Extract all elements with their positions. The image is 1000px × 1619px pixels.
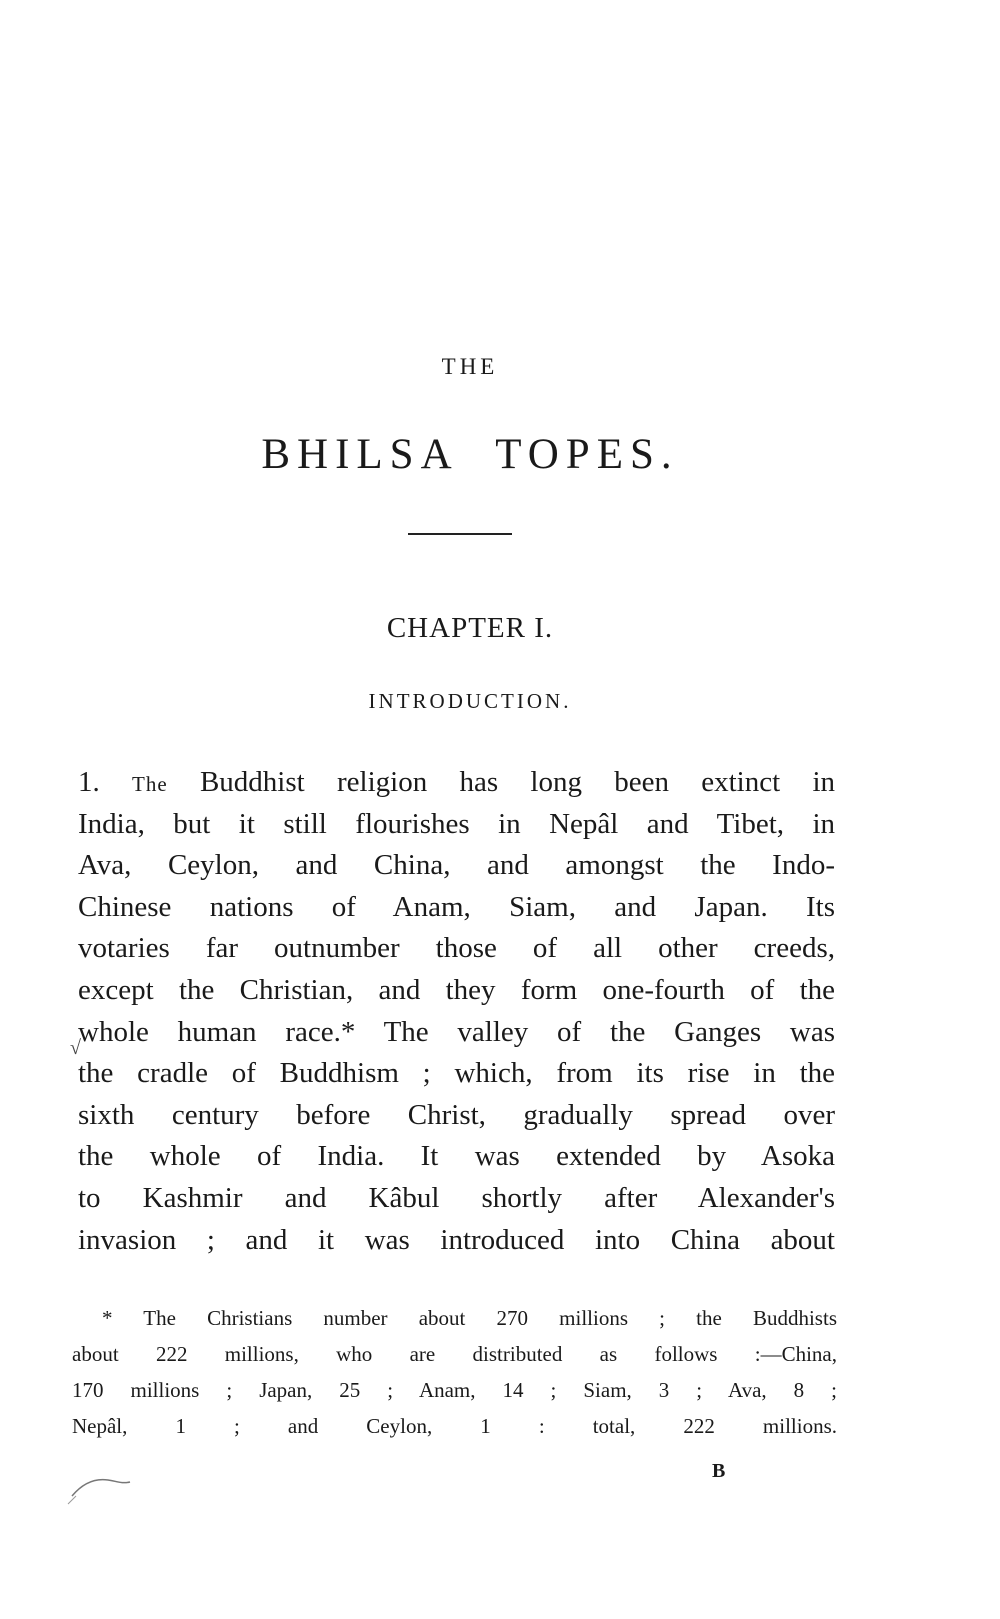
paragraph-line: India, but it still flourishes in Nepâl and Tibet, in	[78, 807, 835, 840]
title-article: THE	[441, 354, 499, 379]
paragraph-line: except the Christian, and they form one-fourth of the	[78, 973, 835, 1006]
paragraph-line: whole human race.* The valley of the Ganges was	[78, 1015, 835, 1048]
paragraph-line: votaries far outnumber those of all other creeds,	[78, 932, 835, 965]
footnote	[72, 1300, 837, 1444]
paragraph-line: Chinese nations of Anam, Siam, and Japan. Its	[78, 890, 835, 923]
footnote-line: * The Christians number about 270 millions ; the Buddhists	[102, 1306, 837, 1330]
paragraph-line: the whole of India. It was extended by Asoka	[78, 1140, 835, 1173]
pencil-scribble-mark	[64, 1466, 144, 1506]
paragraph-line: invasion ; and it was introduced into China about	[78, 1223, 835, 1256]
paragraph-line: to Kashmir and Kâbul shortly after Alexander's	[78, 1181, 835, 1214]
paragraph-line: sixth century before Christ, gradually spread over	[78, 1098, 835, 1131]
paragraph-number: 1.	[78, 766, 100, 798]
footnote-line: Nepâl, 1 ; and Ceylon, 1 : total, 222 millions.	[72, 1414, 837, 1438]
printer-signature-mark: B	[712, 1460, 726, 1482]
chapter-subheading: INTRODUCTION.	[368, 689, 572, 713]
book-title: BHILSA TOPES.	[261, 431, 679, 478]
paragraph-line: Ava, Ceylon, and China, and amongst the Indo-	[78, 849, 835, 882]
chapter-heading: CHAPTER I.	[386, 612, 554, 644]
margin-tick-mark: √	[70, 1037, 81, 1059]
paragraph-line: the cradle of Buddhism ; which, from its rise in the	[78, 1057, 835, 1090]
paragraph-line: 1. The Buddhist religion has long been extinct in	[78, 766, 836, 798]
footnote-line: 170 millions ; Japan, 25 ; Anam, 14 ; Siam, 3 ; Ava, 8 ;	[72, 1378, 837, 1402]
paragraph-first-word: The	[132, 772, 168, 796]
title-divider	[408, 533, 512, 535]
main-paragraph	[78, 762, 835, 1261]
footnote-line: about 222 millions, who are distributed as follows :—China,	[72, 1342, 837, 1366]
